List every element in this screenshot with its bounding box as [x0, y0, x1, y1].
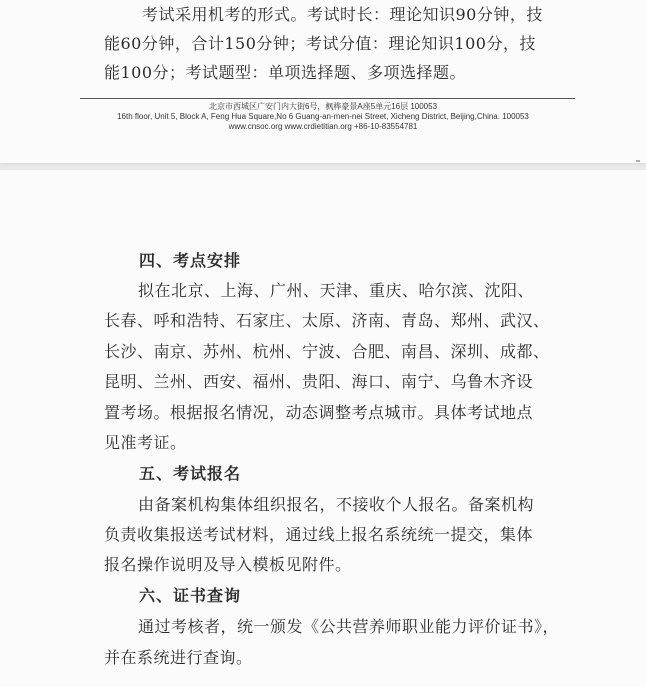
body-text-line: 由备案机构集体组织报名，不接收个人报名。备案机构 — [138, 495, 535, 514]
body-text-line: 并在系统进行查询。 — [104, 648, 253, 667]
footer-rule — [80, 98, 575, 99]
body-text-line: 报名操作说明及导入模板见附件。 — [104, 555, 352, 574]
body-text-line: 昆明、兰州、西安、福州、贵阳、海口、南宁、乌鲁木齐设 — [104, 372, 534, 391]
footer-contact: www.cnsoc.org www.crdietitian.org +86-10-83554781 — [228, 122, 418, 131]
footer-address-cn: 北京市西城区广安门内大街6号，枫桦豪景A座5单元16层 100053 — [208, 102, 438, 111]
body-text-line: 通过考核者，统一颁发《公共营养师职业能力评价证书》， — [138, 617, 560, 636]
body-text-line: 见准考证。 — [104, 433, 187, 452]
footer-address-en: 16th floor, Unit 5, Block A, Feng Hua Square,No 6 Guang-an-men-nei Street, Xicheng District, Beijing,China. 100053 — [117, 112, 529, 121]
body-text-line: 长春、呼和浩特、石家庄、太原、济南、青岛、郑州、武汉、 — [104, 311, 550, 330]
page-gap-mark — [636, 160, 640, 162]
body-text-line: 能100分；考试题型：单项选择题、多项选择题。 — [104, 63, 467, 82]
body-text-line: 置考场。根据报名情况，动态调整考点城市。具体考试地点 — [104, 403, 534, 422]
body-text-line: 负责收集报送考试材料，通过线上报名系统统一提交，集体 — [104, 525, 534, 544]
section-heading-4: 四、考点安排 — [139, 251, 242, 270]
section-heading-6: 六、证书查询 — [139, 586, 242, 605]
body-text-line: 考试采用机考的形式。考试时长：理论知识90分钟，技 — [142, 5, 543, 24]
document-page-bottom — [0, 170, 646, 687]
section-heading-5: 五、考试报名 — [139, 464, 242, 483]
document-page-top — [0, 0, 646, 163]
body-text-line: 长沙、南京、苏州、杭州、宁波、合肥、南昌、深圳、成都、 — [104, 342, 550, 361]
body-text-line: 能60分钟，合计150分钟；考试分值：理论知识100分，技 — [104, 34, 536, 53]
body-text-line: 拟在北京、上海、广州、天津、重庆、哈尔滨、沈阳、 — [138, 281, 535, 300]
